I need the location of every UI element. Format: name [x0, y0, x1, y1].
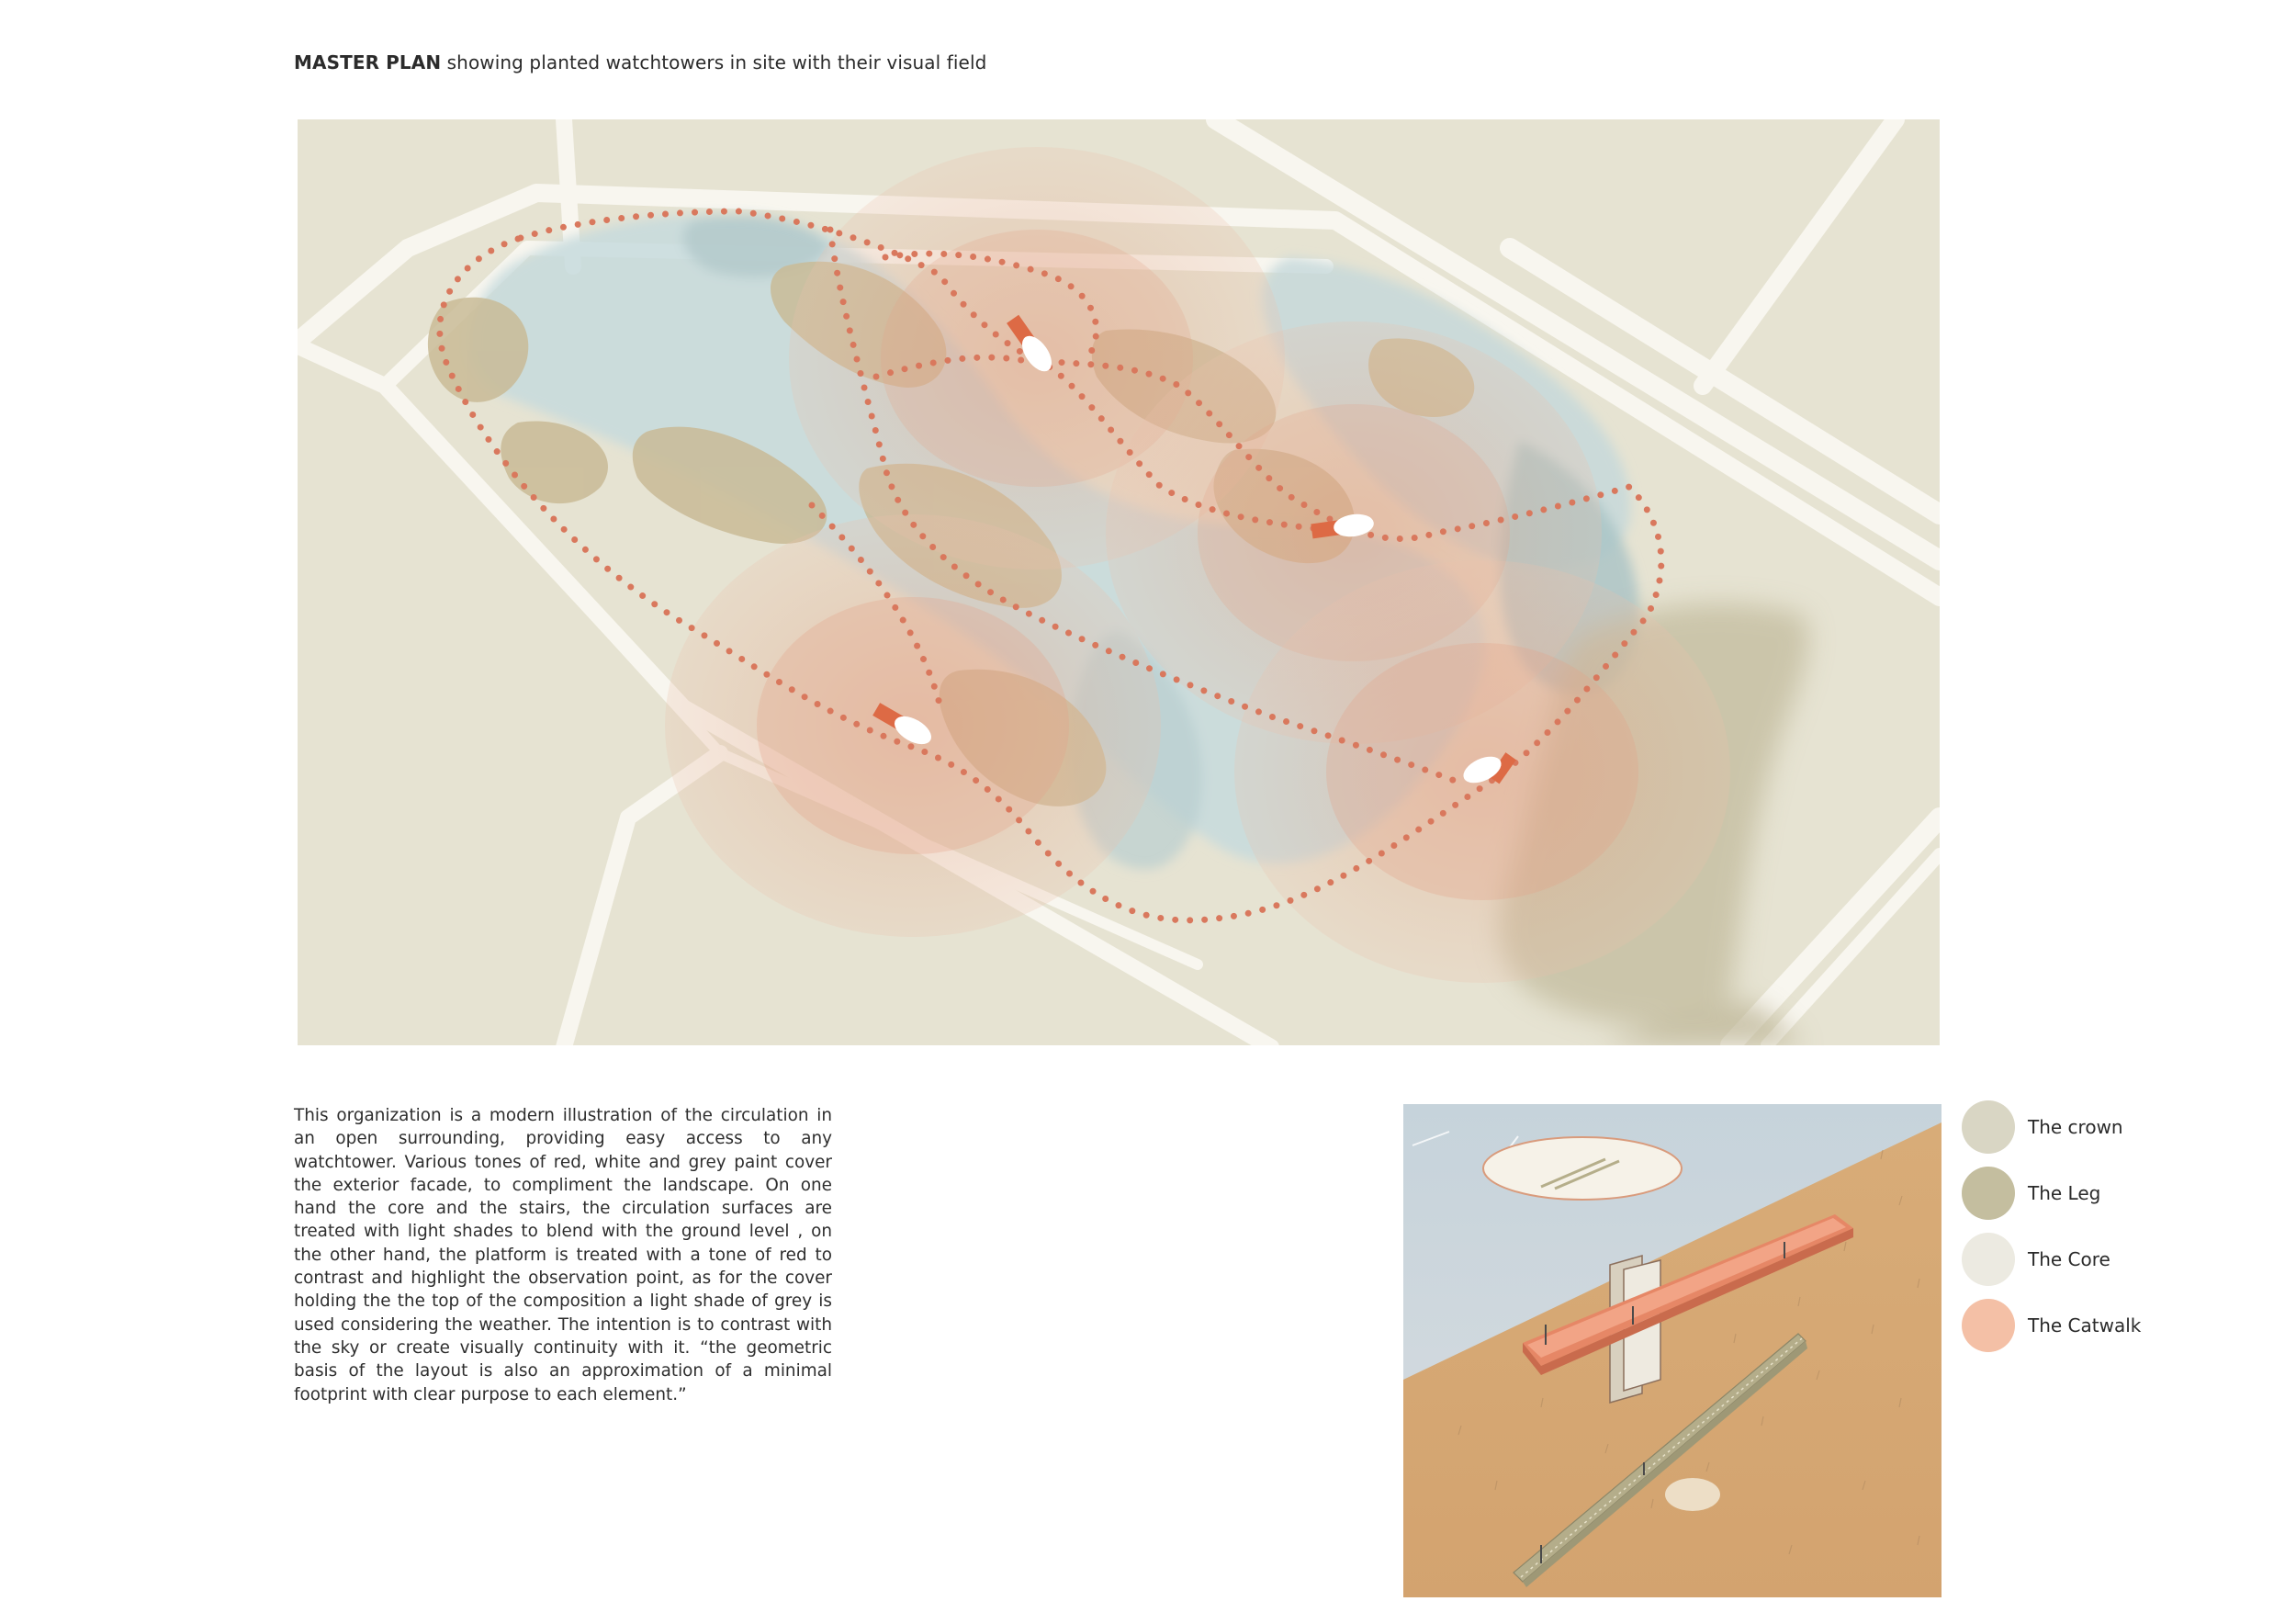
swatch-crown [1962, 1100, 2015, 1154]
legend-item-crown [1962, 1100, 2141, 1154]
legend-label: The crown [2028, 1116, 2123, 1138]
swatch-catwalk [1962, 1299, 2015, 1352]
watchtower-axonometric [1403, 1104, 1941, 1597]
legend-item-catwalk [1962, 1299, 2141, 1352]
legend-label: The Catwalk [2028, 1314, 2142, 1336]
caption-title: MASTER PLAN [294, 51, 442, 73]
swatch-leg [1962, 1167, 2015, 1220]
page-caption [294, 51, 986, 73]
legend-label: The Core [2028, 1248, 2110, 1270]
legend-item-core [1962, 1233, 2141, 1286]
crown [1483, 1137, 1682, 1200]
description-paragraph: This organization is a modern illustration of the circulation in an open surrounding, providing easy access to any watchtower. Various tones of red, white and grey paint cover the exterior facade, to compliment the landscape. On one hand the core and the stairs, the circulation surfaces are treated with light shades to blend with the ground level , on the other hand, the platform is treated with a tone of red to contrast and highlight the observation point, as for the cover holding the the top of the composition a light shade of grey is used considering the weather. The intention is to contrast with the sky or create visually continuity with it. “the geometric basis of the layout is also an approximation of a minimal footprint with clear purpose to each element.” [294, 1106, 832, 1404]
swatch-core [1962, 1233, 2015, 1286]
legend-label: The Leg [2028, 1182, 2101, 1204]
material-legend [1962, 1100, 2141, 1365]
legend-item-leg [1962, 1167, 2141, 1220]
caption-subtitle: showing planted watchtowers in site with their visual field [441, 51, 987, 73]
master-plan-map [298, 119, 1940, 1045]
